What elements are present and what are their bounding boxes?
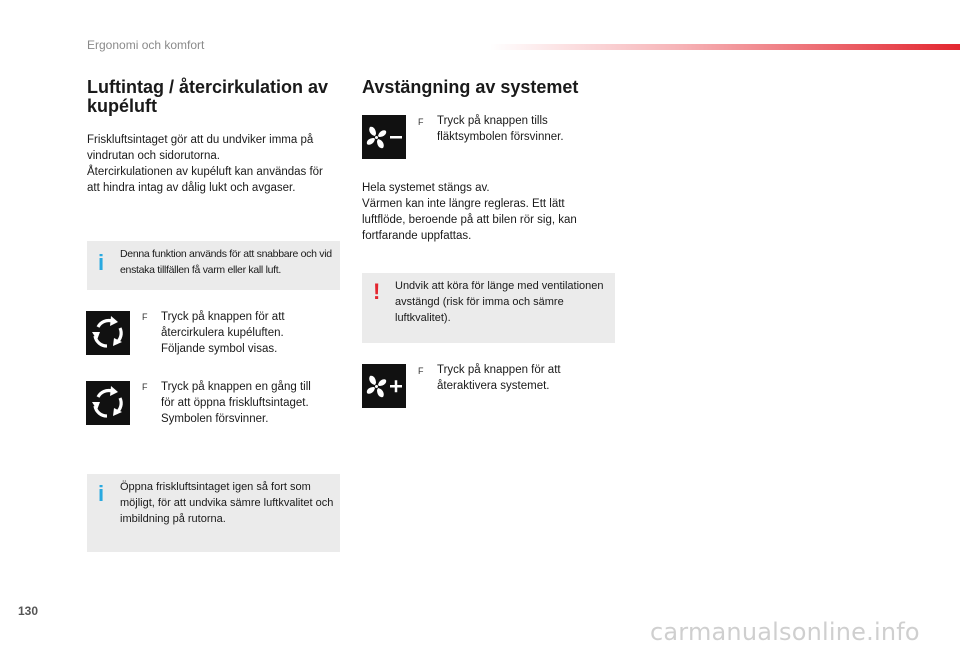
bullet-icon: F — [142, 312, 148, 322]
fan-plus-icon — [362, 364, 406, 408]
left-intro-line: Återcirkulationen av kupéluft kan användas för — [87, 166, 323, 178]
right-title: Avstängning av systemet — [362, 77, 579, 97]
right-body-line: Hela systemet stängs av. — [362, 182, 490, 194]
left-title: Luftintag / återcirkulation av kupéluft — [87, 77, 329, 116]
left-intro-line: Friskluftsintaget gör att du undviker imma på — [87, 134, 314, 146]
watermark: carmanualsonline.info — [650, 618, 920, 646]
left-step-2-line: Tryck på knappen en gång till — [161, 381, 311, 393]
bullet-icon: F — [142, 382, 148, 392]
warning-box — [362, 273, 615, 343]
recirculation-button-icon — [86, 311, 130, 355]
right-step-2-line: återaktivera systemet. — [437, 380, 550, 392]
recirculation-button-icon-2 — [86, 381, 130, 425]
bullet-icon: F — [418, 117, 424, 127]
warning-icon: ! — [373, 279, 381, 304]
left-step-2-line: för att öppna friskluftsintaget. — [161, 397, 309, 409]
header-accent-line — [490, 44, 960, 50]
left-intro-line: vindrutan och sidorutorna. — [87, 150, 220, 162]
right-body-line: luftflöde, beroende på att bilen rör sig, kan — [362, 214, 577, 226]
right-body-line: fortfarande uppfattas. — [362, 230, 472, 242]
info-box-1 — [87, 241, 340, 290]
left-step-2 — [161, 379, 311, 427]
recirculation-icon — [86, 311, 130, 355]
right-body-line: Värmen kan inte längre regleras. Ett lätt — [362, 198, 565, 210]
fan-minus-button-icon — [362, 115, 406, 159]
info-text-1: Denna funktion används för att snabbare och vid enstaka tillfällen få varm eller kall luft. — [120, 248, 332, 276]
left-step-1-line: återcirkulera kupéluften. — [161, 327, 284, 339]
left-step-2-line: Symbolen försvinner. — [161, 413, 269, 425]
bullet-icon: F — [418, 366, 424, 376]
right-step-1-line: Tryck på knappen tills — [437, 115, 548, 127]
fan-plus-button-icon — [362, 364, 406, 408]
left-step-1-line: Följande symbol visas. — [161, 343, 278, 355]
info-icon: i — [98, 481, 105, 506]
right-step-2 — [437, 362, 561, 394]
recirculation-icon — [86, 381, 130, 425]
left-intro-line: att hindra intag av dålig lukt och avgaser. — [87, 182, 296, 194]
fan-minus-icon — [362, 115, 406, 159]
info-text-2: Öppna friskluftsintaget igen så fort som möjligt, för att undvika sämre luftkvalitet och imbildning på rutorna. — [120, 481, 334, 525]
info-icon: i — [98, 250, 105, 275]
left-step-1-line: Tryck på knappen för att — [161, 311, 285, 323]
warning-text: Undvik att köra för länge med ventilationen avstängd (risk för imma och sämre luftkvalitet). — [395, 280, 604, 324]
right-body — [362, 180, 602, 244]
left-step-1 — [161, 309, 285, 357]
right-step-1 — [437, 113, 564, 145]
left-intro — [87, 132, 342, 196]
section-header: Ergonomi och komfort — [87, 38, 205, 52]
info-box-2 — [87, 474, 340, 552]
right-step-1-line: fläktsymbolen försvinner. — [437, 131, 564, 143]
right-step-2-line: Tryck på knappen för att — [437, 364, 561, 376]
page-number: 130 — [18, 604, 39, 618]
